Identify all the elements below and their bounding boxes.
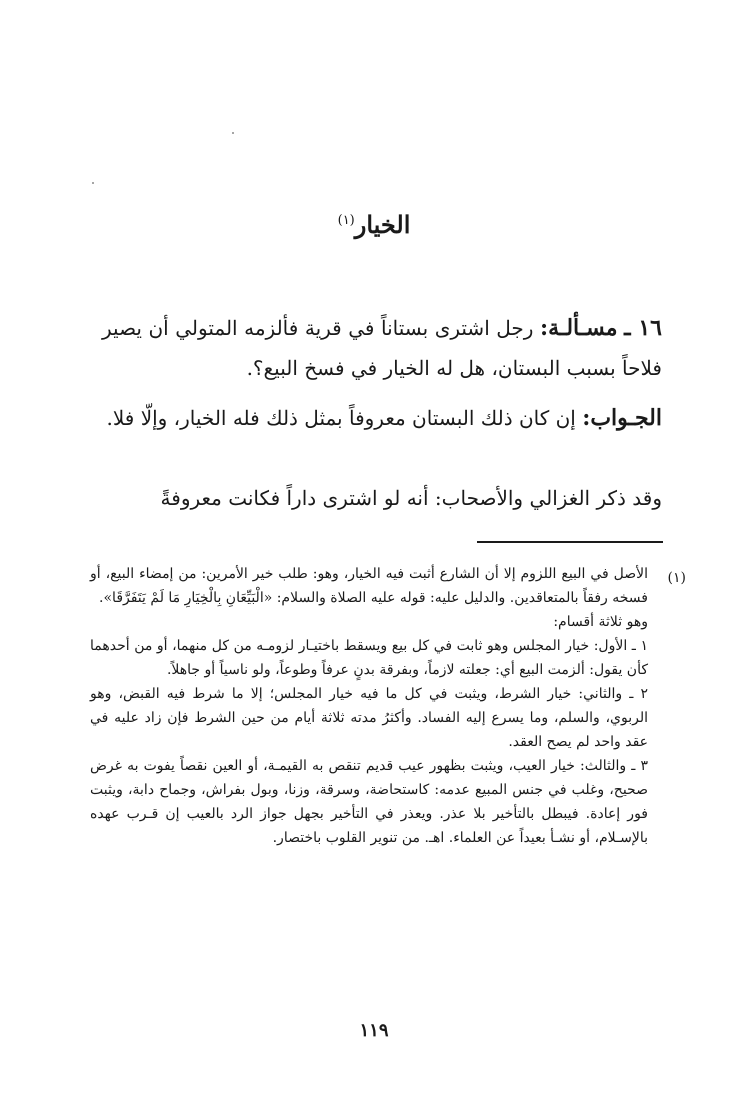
question-label: مسـألـة: <box>539 315 618 341</box>
footnote-paragraph: الأصل في البيع اللزوم إلا أن الشارع أثبت فيه الخيار، وهو: طلب خير الأمرين: من إمضاء البيع، أو فسخه رفقاً بالمتعاقدين. والدليل عليه: قوله عليه الصلاة والسلام: «الْبَيِّعَانِ بِالْخِيَارِ مَا لَمْ يَتَفَرَّقَا». <box>90 566 648 606</box>
footnote-paragraph: وهو ثلاثة أقسام: <box>553 614 648 630</box>
question-paragraph <box>102 308 662 388</box>
footnote-reference: (١) <box>337 213 355 228</box>
scan-speck <box>232 132 234 134</box>
footnote-paragraph: ٢ ـ والثاني: خيار الشرط، ويثبت في كل ما فيه خيار المجلس؛ إلا ما شرط فيه القبض، وهو الربوي، والسلم، وما يسرع إليه الفساد. وأكثرُ مدته ثلاثة أيام من حين الشرط فإن زاد عليه في عقد واحد لم يصح العقد. <box>90 686 648 750</box>
footnote-separator <box>477 541 663 543</box>
continuation-text: وقد ذكر الغزالي والأصحاب: أنه لو اشترى داراً فكانت معروفةً <box>160 486 662 510</box>
footnote-number: (١) <box>667 570 686 586</box>
footnote-paragraph: ١ ـ الأول: خيار المجلس وهو ثابت في كل بيع ويسقط باختيـار لزومـه من كل منهما، أو من أحدهما كأن يقول: ألزمت البيع أي: جعلته لازماً، وبفرقة بدنٍ عرفاً وطوعاً، ولو ناسياً أو جاهلاً. <box>90 638 648 678</box>
chapter-title <box>0 210 748 239</box>
chapter-title-text: الخيار <box>354 210 411 239</box>
question-text: رجل اشترى بستاناً في قرية فألزمه المتولي أن يصير فلاحاً بسبب البستان، هل له الخيار في فسخ البيع؟. <box>102 316 662 380</box>
answer-paragraph <box>102 398 662 438</box>
question-number: ١٦ ـ <box>624 315 662 341</box>
page-number: ١١٩ <box>359 1020 389 1041</box>
answer-text: إن كان ذلك البستان معروفاً بمثل ذلك فله الخيار، وإلّا فلا. <box>106 406 576 430</box>
continuation-paragraph <box>102 478 662 518</box>
footnote <box>90 562 648 850</box>
scan-speck <box>92 182 94 184</box>
answer-label: الجـواب: <box>582 405 662 431</box>
footnote-paragraph: ٣ ـ والثالث: خيار العيب، ويثبت بظهور عيب قديم تنقص به القيمـة، أو العين نقصاً يفوت به غرض صحيح، وغلب في جنس المبيع عدمه: كاستحاضة، وسرقة، وزنا، وبول بفراش، وجماح دابة، ويثبت فور إعادة. فيبطل بالتأخير بلا عذر. ويعذر في التأخير بجهل جواز الرد بالعيب إن قـرب عهده بالإسـلام، أو نشـأ بعيداً عن العلماء. اهـ. من تنوير القلوب باختصار. <box>90 758 648 846</box>
